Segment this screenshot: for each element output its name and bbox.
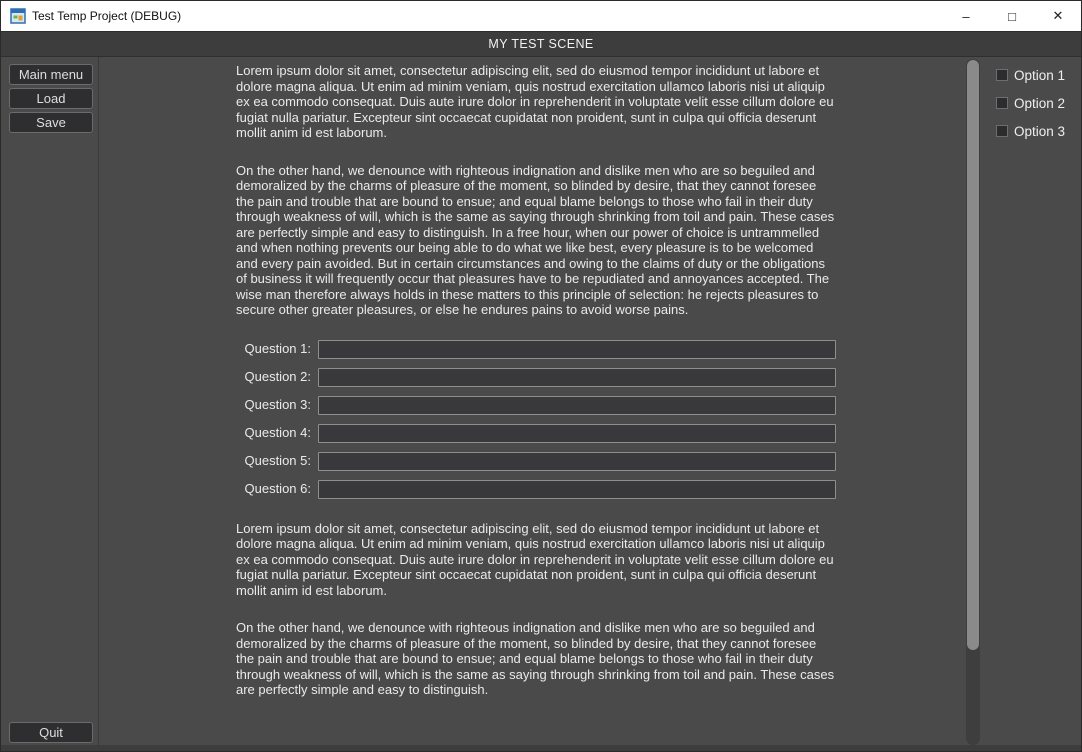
sidebar [9, 64, 93, 136]
question-label: Question 4: [244, 425, 311, 441]
close-button[interactable]: ✕ [1052, 8, 1064, 23]
scrollbar-thumb[interactable] [967, 60, 979, 650]
paragraph: On the other hand, we denounce with righteous indignation and dislike men who are so beguiled and demoralized by the charms of pleasure of the moment, so blinded by desire, that they cannot foresee the pain and trouble that are bound to ensue; and equal blame belongs to those who fail in their duty through weakness of will, which is the same as saying through shrinking from toil and pain. These cases are perfectly simple and easy to distinguish. [236, 620, 835, 697]
save-button[interactable]: Save [9, 112, 93, 133]
window-bottom-edge [1, 745, 1081, 751]
question-row [236, 396, 836, 415]
option-row-1[interactable] [996, 67, 1065, 83]
option-1-checkbox[interactable] [996, 69, 1008, 81]
main-menu-button[interactable]: Main menu [9, 64, 93, 85]
scene-title: MY TEST SCENE [488, 37, 594, 51]
maximize-button[interactable]: □ [1008, 8, 1016, 24]
question-label: Question 6: [244, 481, 311, 497]
question-2-input[interactable] [318, 368, 836, 387]
content-column [236, 57, 836, 751]
question-label: Question 5: [244, 453, 311, 469]
option-label: Option 3 [1014, 123, 1066, 139]
titlebar [1, 1, 1081, 31]
load-button[interactable]: Load [9, 88, 93, 109]
question-label: Question 1: [244, 341, 311, 357]
window-title: Test Temp Project (DEBUG) [32, 9, 182, 23]
question-row [236, 340, 836, 359]
option-row-2[interactable] [996, 95, 1065, 111]
options-panel [996, 67, 1065, 151]
questions-block [236, 340, 836, 499]
question-label: Question 3: [244, 397, 311, 413]
question-4-input[interactable] [318, 424, 836, 443]
question-5-input[interactable] [318, 452, 836, 471]
question-1-input[interactable] [318, 340, 836, 359]
question-row [236, 452, 836, 471]
question-label: Question 2: [244, 369, 311, 385]
option-row-3[interactable] [996, 123, 1065, 139]
option-label: Option 1 [1014, 67, 1066, 83]
scene-header [1, 31, 1081, 57]
scrollbar-track[interactable] [966, 59, 980, 745]
question-3-input[interactable] [318, 396, 836, 415]
paragraph: Lorem ipsum dolor sit amet, consectetur adipiscing elit, sed do eiusmod tempor incididunt ut labore et dolore magna aliqua. Ut enim ad minim veniam, quis nostrud exercitation ullamco laboris nisi ut aliquip ex ea commodo consequat. Duis aute irure dolor in reprehenderit in voluptate velit esse cillum dolore eu fugiat nulla pariatur. Excepteur sint occaecat cupidatat non proident, sunt in culpa qui officia deserunt mollit anim id est laborum. [236, 63, 834, 140]
minimize-button[interactable]: – [962, 8, 970, 24]
option-3-checkbox[interactable] [996, 125, 1008, 137]
paragraph: On the other hand, we denounce with righteous indignation and dislike men who are so beguiled and demoralized by the charms of pleasure of the moment, so blinded by desire, that they cannot foresee the pain and trouble that are bound to ensue; and equal blame belongs to those who fail in their duty through weakness of will, which is the same as saying through shrinking from toil and pain. These cases are perfectly simple and easy to distinguish. In a free hour, when our power of choice is untrammelled and when nothing prevents our being able to do what we like best, every pleasure is to be welcomed and every pain avoided. But in certain circumstances and owing to the claims of duty or the obligations of business it will frequently occur that pleasures have to be repudiated and annoyances accepted. The wise man therefore always holds in these matters to this principle of selection: he rejects pleasures to secure other greater pleasures, or else he endures pains to avoid worse pains. [236, 162, 835, 317]
window-controls [943, 1, 1081, 31]
sidebar-divider [98, 57, 99, 751]
question-6-input[interactable] [318, 480, 836, 499]
app-icon [10, 8, 26, 24]
option-2-checkbox[interactable] [996, 97, 1008, 109]
question-row [236, 424, 836, 443]
main-area [1, 57, 1081, 751]
question-row [236, 368, 836, 387]
paragraph: Lorem ipsum dolor sit amet, consectetur adipiscing elit, sed do eiusmod tempor incididunt ut labore et dolore magna aliqua. Ut enim ad minim veniam, quis nostrud exercitation ullamco laboris nisi ut aliquip ex ea commodo consequat. Duis aute irure dolor in reprehenderit in voluptate velit esse cillum dolore eu fugiat nulla pariatur. Excepteur sint occaecat cupidatat non proident, sunt in culpa qui officia deserunt mollit anim id est laborum. [236, 520, 834, 598]
option-label: Option 2 [1014, 95, 1066, 111]
question-row [236, 480, 836, 499]
quit-button[interactable]: Quit [9, 722, 93, 743]
